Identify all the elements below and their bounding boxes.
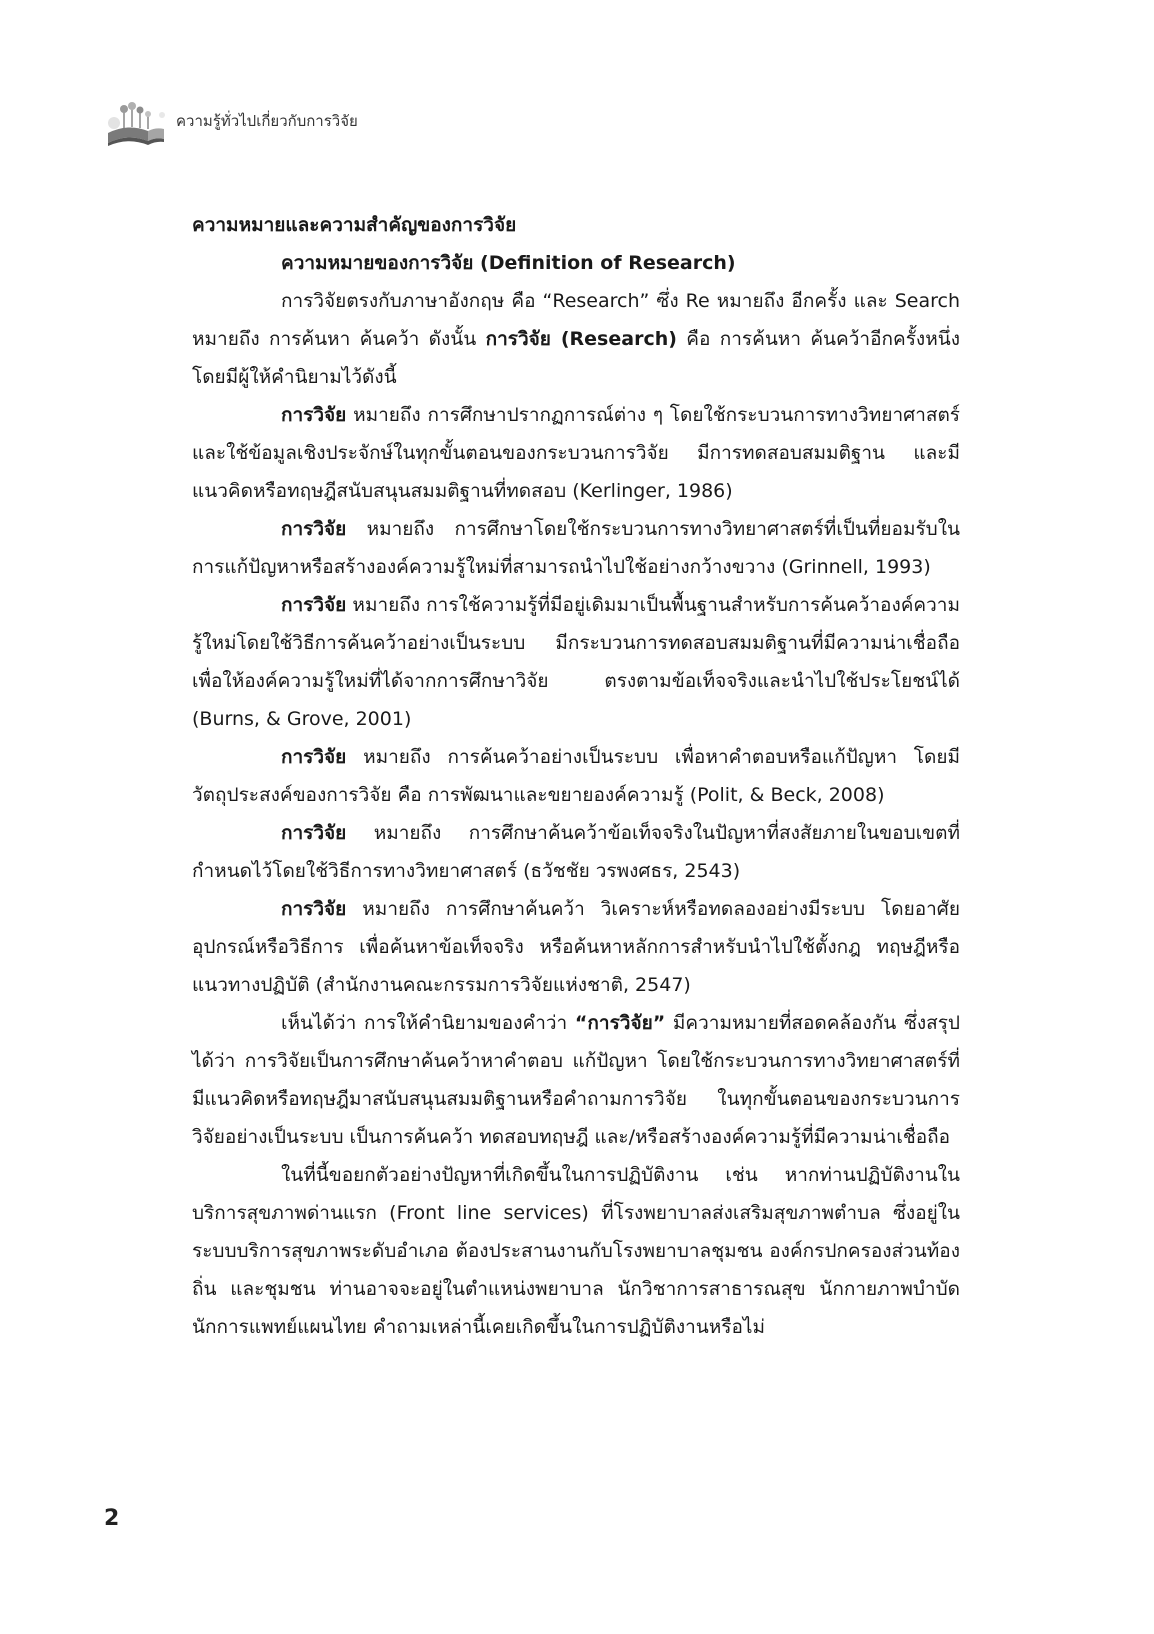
paragraph-bold-term: “การวิจัย” (574, 1012, 666, 1034)
paragraph-text: การวิจัยตรงกับภาษาอังกฤษ คือ “Research” ซึ่ง Re หมายถึง อีกครั้ง และ Search หมายถึง การค้นหา ค้นคว้า ดังนั้น (192, 290, 960, 350)
paragraph-text: คือ การค้นหา ค้นคว้าอีกครั้งหนึ่ง โดยมีผู้ให้คำนิยามไว้ดังนี้ (192, 328, 960, 388)
research-book-icon (104, 101, 172, 147)
paragraph (192, 396, 960, 510)
paragraph (192, 1156, 960, 1346)
paragraph-text: เห็นได้ว่า การให้คำนิยามของคำว่า (281, 1012, 575, 1034)
paragraph-bold-term: การวิจัย (281, 746, 347, 768)
paragraph-text: หมายถึง การใช้ความรู้ที่มีอยู่เดิมมาเป็นพื้นฐานสำหรับการค้นคว้าองค์ความรู้ใหม่โดยใช้วิธีการค้นคว้าอย่างเป็นระบบ มีกระบวนการทดสอบสมมติฐานที่มีความน่าเชื่อถือ เพื่อให้องค์ความรู้ใหม่ที่ได้จากการศึกษาวิจัย ตรงตามข้อเท็จจริงและนำไปใช้ประโยชน์ได้ (Burns, & Grove, 2001) (192, 594, 960, 730)
page-number: 2 (104, 1506, 120, 1531)
paragraph-text: หมายถึง การศึกษาปรากฏการณ์ต่าง ๆ โดยใช้กระบวนการทางวิทยาศาสตร์ และใช้ข้อมูลเชิงประจักษ์ในทุกขั้นตอนของกระบวนการวิจัย มีการทดสอบสมมติฐาน และมีแนวคิดหรือทฤษฎีสนับสนุนสมมติฐานที่ทดสอบ (Kerlinger, 1986) (192, 404, 960, 502)
paragraph-text: หมายถึง การศึกษาค้นคว้า วิเคราะห์หรือทดลองอย่างมีระบบ โดยอาศัยอุปกรณ์หรือวิธีการ เพื่อค้นหาข้อเท็จจริง หรือค้นหาหลักการสำหรับนำไปใช้ตั้งกฎ ทฤษฎีหรือแนวทางปฏิบัติ (สำนักงานคณะกรรมการวิจัยแห่งชาติ, 2547) (192, 898, 960, 996)
header-title: ความรู้ทั่วไปเกี่ยวกับการวิจัย (176, 112, 358, 130)
paragraph (192, 282, 960, 396)
paragraph-bold-term: การวิจัย (281, 594, 347, 616)
subsection-title: ความหมายของการวิจัย (Definition of Research) (281, 252, 736, 274)
paragraph-text: หมายถึง การศึกษาค้นคว้าข้อเท็จจริงในปัญหาที่สงสัยภายในขอบเขตที่กำหนดไว้โดยใช้วิธีการทางวิทยาศาสตร์ (ธวัชชัย วรพงศธร, 2543) (192, 822, 960, 882)
paragraph-list (192, 282, 960, 1346)
paragraph-bold-term: การวิจัย (281, 404, 347, 426)
section-title: ความหมายและความสำคัญของการวิจัย (192, 214, 517, 236)
paragraph-bold-term: การวิจัย (281, 898, 347, 920)
paragraph-text: หมายถึง การศึกษาโดยใช้กระบวนการทางวิทยาศาสตร์ที่เป็นที่ยอมรับในการแก้ปัญหาหรือสร้างองค์ความรู้ใหม่ที่สามารถนำไปใช้อย่างกว้างขวาง (Grinnell, 1993) (192, 518, 960, 578)
paragraph (192, 586, 960, 738)
paragraph-text: มีความหมายที่สอดคล้องกัน ซึ่งสรุปได้ว่า การวิจัยเป็นการศึกษาค้นคว้าหาคำตอบ แก้ปัญหา โดยใช้กระบวนการทางวิทยาศาสตร์ที่มีแนวคิดหรือทฤษฎีมาสนับสนุนสมมติฐานหรือคำถามการวิจัย ในทุกขั้นตอนของกระบวนการวิจัยอย่างเป็นระบบ เป็นการค้นคว้า ทดสอบทฤษฎี และ/หรือสร้างองค์ความรู้ที่มีความน่าเชื่อถือ (192, 1012, 960, 1148)
paragraph (192, 890, 960, 1004)
paragraph-text: ในที่นี้ขอยกตัวอย่างปัญหาที่เกิดขึ้นในการปฏิบัติงาน เช่น หากท่านปฏิบัติงานในบริการสุขภาพด่านแรก (Front line services) ที่โรงพยาบาลส่งเสริมสุขภาพตำบล ซึ่งอยู่ในระบบบริการสุขภาพระดับอำเภอ ต้องประสานงานกับโรงพยาบาลชุมชน องค์กรปกครองส่วนท้องถิ่น และชุมชน ท่านอาจจะอยู่ในตำแหน่งพยาบาล นักวิชาการสาธารณสุข นักกายภาพบำบัด นักการแพทย์แผนไทย คำถามเหล่านี้เคยเกิดขึ้นในการปฏิบัติงานหรือไม่ (192, 1164, 960, 1338)
running-header (104, 101, 358, 147)
paragraph-bold-term: การวิจัย (281, 518, 347, 540)
paragraph (192, 738, 960, 814)
paragraph-bold-term: การวิจัย (Research) (485, 328, 677, 350)
paragraph (192, 814, 960, 890)
paragraph-text: หมายถึง การค้นคว้าอย่างเป็นระบบ เพื่อหาคำตอบหรือแก้ปัญหา โดยมีวัตถุประสงค์ของการวิจัย คือ การพัฒนาและขยายองค์ความรู้ (Polit, & Beck, 2008) (192, 746, 960, 806)
document-body (192, 206, 960, 1346)
paragraph (192, 1004, 960, 1156)
paragraph (192, 510, 960, 586)
paragraph-bold-term: การวิจัย (281, 822, 347, 844)
